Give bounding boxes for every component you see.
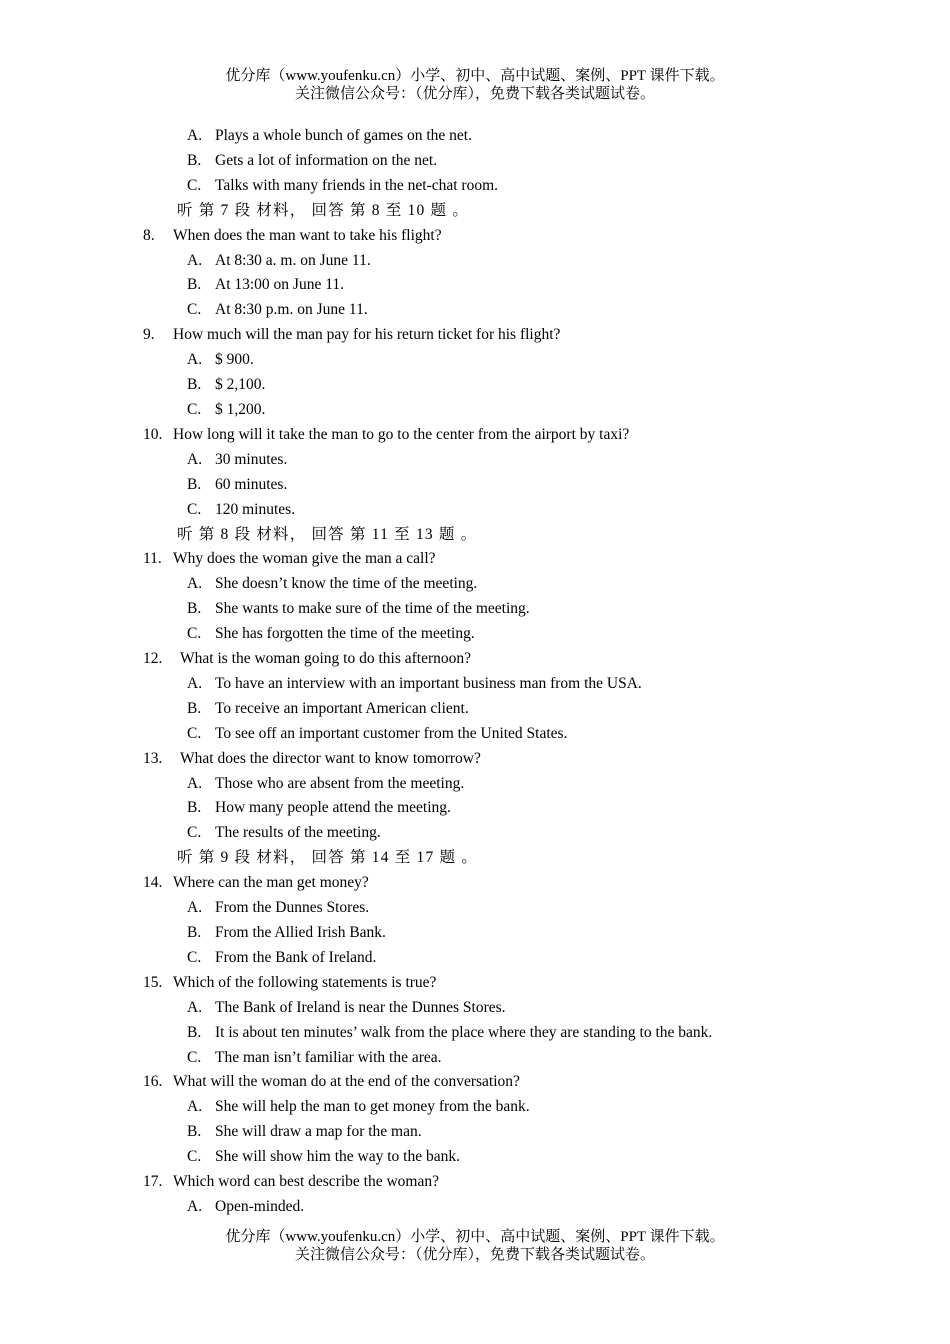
question-row: [0, 547, 950, 572]
option-letter: A.: [187, 575, 203, 593]
option-letter: A.: [187, 674, 203, 692]
option-letter: A.: [187, 998, 203, 1016]
option-text: From the Bank of Ireland.: [215, 948, 377, 966]
question-row: [0, 224, 950, 249]
question-number: 9.: [143, 326, 155, 344]
option-letter: C.: [187, 948, 202, 966]
section-instruction: [0, 199, 950, 224]
section-instruction: [0, 846, 950, 871]
option-text: She will draw a map for the man.: [215, 1123, 422, 1141]
option-text: Open-minded.: [215, 1197, 305, 1215]
answer-option: [0, 1095, 950, 1120]
answer-option: [0, 448, 950, 473]
answer-option: [0, 348, 950, 373]
option-letter: A.: [187, 127, 203, 144]
footer-line-1: 优分库（www.youfenku.cn）小学、初中、高中试题、案例、PPT 课件下载。: [225, 1229, 725, 1245]
option-letter: B.: [187, 151, 202, 169]
option-text: The results of the meeting.: [215, 824, 381, 842]
option-text: From the Allied Irish Bank.: [215, 924, 386, 941]
answer-option: [0, 498, 950, 523]
option-letter: A.: [187, 351, 203, 369]
answer-option: [0, 298, 950, 323]
option-letter: C.: [187, 500, 202, 518]
section-instruction-text: 听 第 9 段 材料， 回答 第 14 至 17 题 。: [177, 849, 478, 867]
answer-option: [0, 249, 950, 274]
answer-option: [0, 896, 950, 921]
option-letter: C.: [187, 176, 202, 194]
option-letter: C.: [187, 1048, 202, 1066]
answer-option: [0, 174, 950, 199]
answer-option: [0, 1021, 950, 1046]
question-row: [0, 1070, 950, 1095]
question-text: Which word can best describe the woman?: [173, 1173, 439, 1191]
question-text: Where can the man get money?: [173, 874, 369, 892]
section-instruction-text: 听 第 8 段 材料， 回答 第 11 至 13 题 。: [177, 525, 478, 543]
option-text: At 8:30 p.m. on June 11.: [215, 301, 368, 319]
question-number: 14.: [143, 874, 163, 892]
question-row: [0, 1170, 950, 1195]
answer-option: [0, 1145, 950, 1170]
exam-content: [0, 124, 950, 1220]
option-letter: B.: [187, 475, 202, 493]
answer-option: [0, 149, 950, 174]
answer-option: [0, 572, 950, 597]
question-number: 13.: [143, 749, 163, 767]
option-text: Plays a whole bunch of games on the net.: [215, 127, 472, 144]
answer-option: [0, 697, 950, 722]
option-letter: A.: [187, 899, 203, 917]
option-text: She has forgotten the time of the meeting.: [215, 625, 475, 643]
option-letter: B.: [187, 376, 202, 394]
question-text: Why does the woman give the man a call?: [173, 550, 436, 568]
question-row: [0, 423, 950, 448]
answer-option: [0, 398, 950, 423]
option-letter: A.: [187, 1098, 203, 1116]
answer-option: [0, 946, 950, 971]
question-text: When does the man want to take his flight?: [173, 226, 442, 244]
question-number: 11.: [143, 550, 162, 568]
option-letter: B.: [187, 924, 202, 941]
option-text: To receive an important American client.: [215, 699, 469, 717]
page-footer: [0, 1228, 950, 1264]
option-text: How many people attend the meeting.: [215, 799, 451, 817]
answer-option: [0, 622, 950, 647]
question-number: 12.: [143, 650, 163, 668]
question-row: [0, 647, 950, 672]
answer-option: [0, 597, 950, 622]
answer-option: [0, 124, 950, 149]
option-text: 30 minutes.: [215, 450, 288, 468]
question-number: 15.: [143, 973, 163, 991]
answer-option: [0, 772, 950, 797]
answer-option: [0, 996, 950, 1021]
question-text: Which of the following statements is true?: [173, 973, 437, 991]
option-letter: C.: [187, 625, 202, 643]
option-text: $ 2,100.: [215, 376, 266, 394]
option-text: To have an interview with an important business man from the USA.: [215, 674, 642, 692]
page-header: [0, 67, 950, 103]
answer-option: [0, 273, 950, 298]
option-text: She will show him the way to the bank.: [215, 1148, 460, 1166]
answer-option: [0, 796, 950, 821]
question-text: What is the woman going to do this afternoon?: [180, 650, 471, 668]
option-text: She wants to make sure of the time of the meeting.: [215, 600, 530, 618]
option-letter: B.: [187, 1123, 202, 1141]
option-text: The Bank of Ireland is near the Dunnes Stores.: [215, 998, 506, 1016]
option-text: 120 minutes.: [215, 500, 296, 518]
question-text: How much will the man pay for his return ticket for his flight?: [173, 326, 561, 344]
option-text: From the Dunnes Stores.: [215, 899, 370, 917]
option-text: Gets a lot of information on the net.: [215, 151, 438, 169]
option-letter: A.: [187, 774, 203, 792]
question-row: [0, 971, 950, 996]
footer-line-2: 关注微信公众号：（优分库），免费下载各类试题试卷。: [294, 1247, 655, 1263]
answer-option: [0, 821, 950, 846]
section-instruction-text: 听 第 7 段 材料， 回答 第 8 至 10 题 。: [177, 201, 470, 219]
question-number: 16.: [143, 1073, 163, 1091]
option-text: It is about ten minutes’ walk from the place where they are standing to the bank.: [215, 1023, 713, 1041]
option-text: $ 1,200.: [215, 400, 266, 418]
option-text: She will help the man to get money from the bank.: [215, 1098, 530, 1116]
option-text: To see off an important customer from the United States.: [215, 724, 568, 742]
section-instruction: [0, 523, 950, 548]
option-text: At 8:30 a. m. on June 11.: [215, 251, 371, 269]
option-text: At 13:00 on June 11.: [215, 276, 345, 294]
option-letter: B.: [187, 799, 202, 817]
answer-option: [0, 1120, 950, 1145]
answer-option: [0, 672, 950, 697]
header-line-2: 关注微信公众号：（优分库），免费下载各类试题试卷。: [294, 86, 655, 102]
question-text: What does the director want to know tomorrow?: [180, 749, 481, 767]
option-text: $ 900.: [215, 351, 254, 369]
header-line-1: 优分库（www.youfenku.cn）小学、初中、高中试题、案例、PPT 课件下载。: [225, 68, 725, 84]
option-letter: B.: [187, 699, 202, 717]
option-text: Talks with many friends in the net-chat room.: [215, 176, 499, 194]
option-letter: A.: [187, 1197, 203, 1215]
option-letter: B.: [187, 600, 202, 618]
answer-option: [0, 921, 950, 946]
option-text: The man isn’t familiar with the area.: [215, 1048, 442, 1066]
question-text: How long will it take the man to go to the center from the airport by taxi?: [173, 425, 630, 443]
question-text: What will the woman do at the end of the conversation?: [173, 1073, 520, 1091]
option-letter: C.: [187, 301, 202, 319]
answer-option: [0, 473, 950, 498]
option-letter: C.: [187, 824, 202, 842]
option-letter: C.: [187, 400, 202, 418]
question-number: 17.: [143, 1173, 163, 1191]
question-number: 10.: [143, 425, 163, 443]
answer-option: [0, 373, 950, 398]
option-letter: A.: [187, 251, 203, 269]
answer-option: [0, 722, 950, 747]
option-letter: C.: [187, 1148, 202, 1166]
option-letter: B.: [187, 276, 202, 294]
question-row: [0, 323, 950, 348]
option-letter: C.: [187, 724, 202, 742]
question-row: [0, 871, 950, 896]
answer-option: [0, 1046, 950, 1071]
option-letter: B.: [187, 1023, 202, 1041]
answer-option: [0, 1195, 950, 1220]
option-text: 60 minutes.: [215, 475, 288, 493]
question-row: [0, 747, 950, 772]
option-letter: A.: [187, 450, 203, 468]
question-number: 8.: [143, 226, 155, 244]
option-text: She doesn’t know the time of the meeting.: [215, 575, 478, 593]
option-text: Those who are absent from the meeting.: [215, 774, 465, 792]
